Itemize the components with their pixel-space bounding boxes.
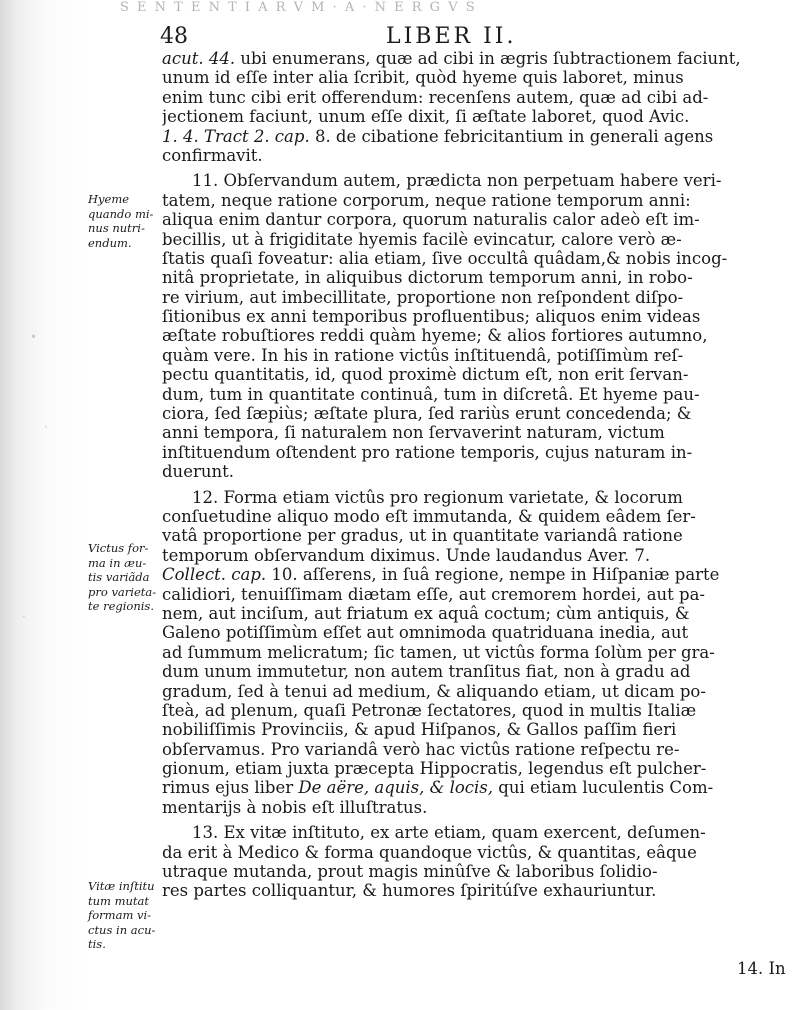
text-line: ſteà, ad plenum, quaſi Petronæ ſectatores, quod in multis Italiæ bbox=[162, 700, 697, 720]
margin-note-line: Victus for- bbox=[88, 541, 149, 555]
text-line: res partes colliquantur, & humores ſpiritúſve exhauriuntur. bbox=[162, 881, 657, 901]
text-line: rimus ejus liber De aëre, aquis, & locis, qui etiam luculentis Com- bbox=[162, 778, 714, 798]
text-line: unum id eſſe inter alia ſcribit, quòd hyeme quis laboret, minus bbox=[162, 68, 684, 88]
text-line: obſervamus. Pro variandâ verò hac victûs ratione reſpectu re- bbox=[162, 739, 680, 759]
text-line: nem, aut inciſum, aut friatum ex aquâ coctum; cùm antiquis, & bbox=[162, 603, 690, 623]
text-line: Galeno potiſſimùm eſſet aut omnimoda quatriduana inedia, aut bbox=[162, 623, 689, 643]
text-line: re virium, aut imbecillitate, proportione non reſpondent diſpo- bbox=[162, 287, 684, 307]
text-line: utraque mutanda, prout magis minûſve & laboribus ſolidio- bbox=[162, 862, 658, 882]
text-line: acut. 44. ubi enumerans, quæ ad cibi in ægris ſubtractionem faciunt, bbox=[162, 49, 741, 68]
text-line: gionum, etiam juxta præcepta Hippocratis, legendus eſt pulcher- bbox=[162, 759, 707, 779]
margin-note-line: nus nutri- bbox=[88, 221, 145, 235]
text-line: enim tunc cibi erit offerendum: recenſens autem, quæ ad cibi ad- bbox=[162, 87, 709, 107]
paragraph-1 bbox=[162, 49, 772, 165]
text-line: da erit à Medico & forma quandoque victûs, & quantitas, eâque bbox=[162, 842, 697, 862]
margin-note-line: pro varieta- bbox=[88, 584, 157, 599]
text-line: 13. Ex vitæ inſtituto, ex arte etiam, quam exercent, deſumen- bbox=[192, 823, 706, 843]
catchword: 14. In bbox=[737, 959, 786, 978]
text-line: inſtituendum oſtendent pro ratione temporis, cujus naturam in- bbox=[162, 442, 693, 462]
paragraph-13 bbox=[162, 823, 772, 901]
text-line: jectionem faciunt, unum eſſe dixit, ſi æſtate laboret, quod Avic. bbox=[162, 107, 690, 127]
text-line: aliqua enim dantur corpora, quorum naturalis calor adeò eſt im- bbox=[162, 210, 700, 230]
margin-note-line: ctus in acu- bbox=[88, 922, 156, 937]
margin-note-line: endum. bbox=[88, 235, 132, 250]
text-line: mentarijs à nobis eſt illuſtratus. bbox=[162, 797, 428, 817]
margin-note-line: te regionis. bbox=[88, 599, 154, 613]
margin-note-line: Vitæ inſtitu bbox=[88, 879, 155, 893]
text-line: duerunt. bbox=[162, 462, 234, 482]
show-through-text: S E N T E N T I A R V M · A · N E R G V S bbox=[120, 0, 477, 15]
paragraph-11 bbox=[162, 171, 772, 481]
text-line: dum unum immutetur, non autem tranſitus fiat, non à gradu ad bbox=[162, 662, 691, 682]
text-line: æſtate robuſtiores reddi quàm hyeme; & alios fortiores autumno, bbox=[162, 326, 708, 346]
margin-note-winter bbox=[88, 192, 164, 250]
page-number: 48 bbox=[160, 24, 188, 49]
text-line: 1. 4. Tract 2. cap. 8. de cibatione febricitantium in generali agens bbox=[162, 126, 714, 146]
text-line: becillis, ut à frigiditate hyemis facilè evincatur, calore verò æ- bbox=[162, 229, 682, 249]
margin-note-line: tis variãda bbox=[88, 570, 150, 584]
margin-note-line: quando mi- bbox=[88, 206, 154, 221]
text-line: ſtatis quaſi foveatur: alia etiam, ſive occultâ quâdam,& nobis incog- bbox=[162, 248, 728, 268]
main-text bbox=[162, 49, 772, 901]
text-line: gradum, ſed à tenui ad medium, & aliquando etiam, ut dicam po- bbox=[162, 681, 706, 701]
text-line: ſitionibus ex anni temporibus profluentibus; aliquos enim videas bbox=[162, 307, 701, 327]
text-line: temporum obſervandum diximus. Unde laudandus Aver. 7. bbox=[162, 545, 651, 565]
ink-smudge: • bbox=[30, 330, 38, 344]
text-line: 12. Forma etiam victûs pro regionum varietate, & locorum bbox=[192, 487, 683, 507]
margin-note-line: ma in æu- bbox=[88, 555, 147, 570]
text-line: conſuetudine aliquo modo eſt immutanda, & quidem eâdem ſer- bbox=[162, 506, 696, 526]
paragraph-12 bbox=[162, 488, 772, 818]
margin-note-line: tum mutat bbox=[88, 893, 149, 908]
text-line: vatâ proportione per gradus, ut in quantitate variandâ ratione bbox=[162, 526, 683, 546]
text-line: nitâ proprietate, in aliquibus dictorum temporum anni, in robo- bbox=[162, 268, 693, 288]
text-line: confirmavit. bbox=[162, 145, 263, 165]
text-line: ciora, ſed ſæpiùs; æſtate plura, ſed rariùs erunt concedenda; & bbox=[162, 404, 692, 424]
margin-note-line: Hyeme bbox=[88, 192, 130, 206]
text-line: pectu quantitatis, id, quod proximè dictum eſt, non erit ſervan- bbox=[162, 365, 689, 385]
text-line: tatem, neque ratione corporum, neque ratione temporum anni: bbox=[162, 190, 691, 210]
text-line: quàm vere. In his in ratione victûs inſtituendâ, potiſſimùm reſ- bbox=[162, 345, 684, 365]
margin-note-regions bbox=[88, 541, 164, 614]
margin-note-line: tis. bbox=[88, 937, 106, 951]
text-line: Collect. cap. 10. aſſerens, in ſuâ regione, nempe in Hiſpaniæ parte bbox=[162, 565, 720, 585]
text-line: 11. Obſervandum autem, prædicta non perpetuam habere veri- bbox=[192, 171, 722, 191]
ink-smudge: · bbox=[22, 610, 26, 624]
text-line: ad ſummum melicratum; ſic tamen, ut victûs forma ſolùm per gra- bbox=[162, 642, 715, 662]
text-line: dum, tum in quantitate continuâ, tum in diſcretâ. Et hyeme pau- bbox=[162, 384, 700, 404]
text-line: anni tempora, ſi naturalem non ſervaverint naturam, victum bbox=[162, 423, 665, 443]
margin-note-lifestyle bbox=[88, 879, 164, 952]
running-head: LIBER II. bbox=[386, 24, 517, 49]
text-line: nobiliſſimis Provinciis, & apud Hiſpanos, & Gallos paſſim fieri bbox=[162, 720, 677, 740]
ink-smudge: · bbox=[44, 420, 48, 434]
text-line: calidiori, tenuiſſimam diætam eſſe, aut cremorem hordei, aut pa- bbox=[162, 584, 706, 604]
margin-note-line: formam vi- bbox=[88, 908, 152, 922]
